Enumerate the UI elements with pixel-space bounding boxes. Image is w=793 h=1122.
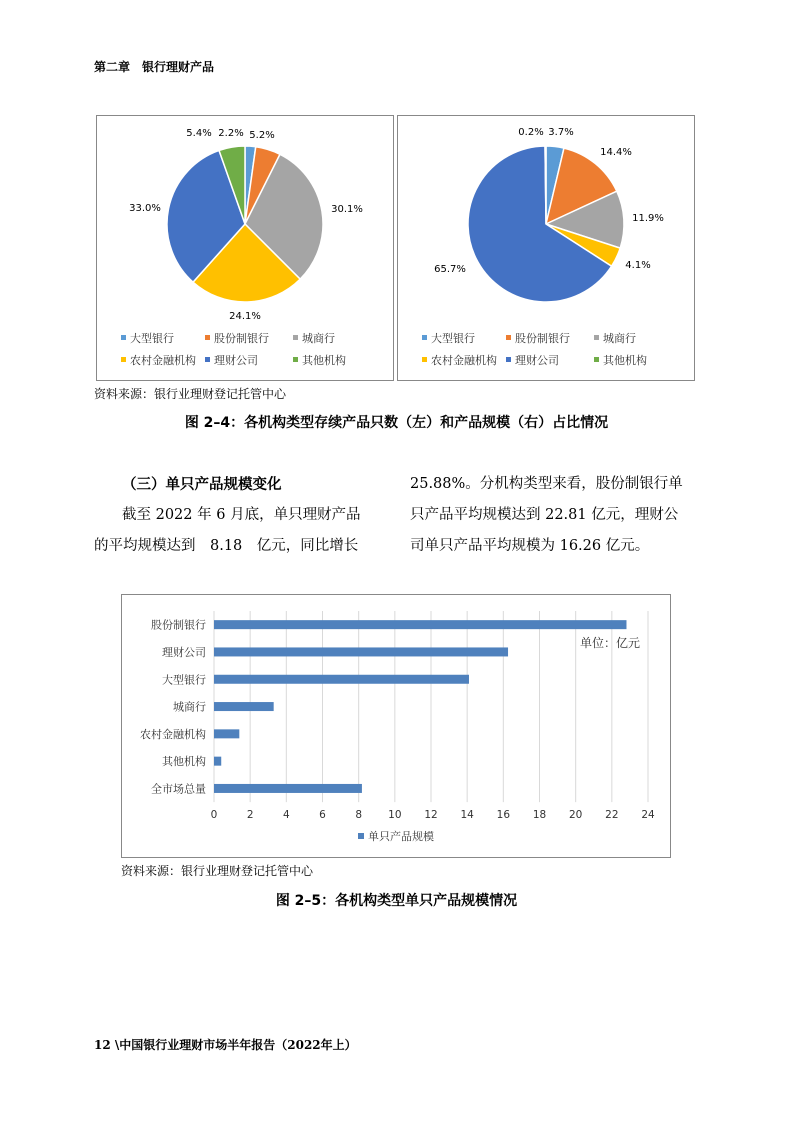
legend-swatch bbox=[422, 335, 427, 340]
page-footer: 12 \中国银行业理财市场半年报告（2022年上） bbox=[94, 1038, 357, 1052]
legend-swatch bbox=[422, 357, 427, 362]
pie-data-label: 3.7% bbox=[548, 127, 574, 138]
figure4-source: 资料来源：银行业理财登记托管中心 bbox=[94, 387, 287, 401]
chapter-header: 第二章 银行理财产品 bbox=[94, 60, 215, 74]
pie-chart-count-svg bbox=[97, 116, 393, 380]
legend-swatch bbox=[506, 357, 511, 362]
figure5-source: 资料来源：银行业理财登记托管中心 bbox=[121, 864, 314, 878]
figure5-caption: 图 2–5：各机构类型单只产品规模情况 bbox=[275, 893, 518, 909]
legend-entry: 其他机构 bbox=[603, 354, 647, 367]
legend-entry: 大型银行 bbox=[431, 332, 475, 345]
category-label: 城商行 bbox=[173, 700, 206, 714]
x-tick-label: 2 bbox=[246, 809, 254, 822]
bar bbox=[214, 675, 469, 684]
legend-entry: 农村金融机构 bbox=[130, 354, 196, 367]
x-tick-label: 0 bbox=[210, 809, 218, 822]
legend-swatch bbox=[594, 357, 599, 362]
legend-swatch bbox=[205, 357, 210, 362]
paragraph-line: 的平均规模达到 8.18 亿元，同比增长 bbox=[94, 538, 359, 554]
x-tick-label: 6 bbox=[319, 809, 326, 822]
text-column-right bbox=[410, 469, 710, 562]
category-label: 股份制银行 bbox=[151, 618, 206, 632]
pie-chart-count bbox=[96, 115, 394, 381]
pie-chart-scale bbox=[397, 115, 695, 381]
bar-chart bbox=[121, 594, 671, 858]
pie-data-label: 5.4% bbox=[186, 128, 212, 139]
category-label: 农村金融机构 bbox=[140, 727, 206, 741]
bar bbox=[214, 647, 508, 656]
legend-swatch bbox=[293, 357, 298, 362]
legend-swatch bbox=[358, 833, 364, 839]
pie-data-label: 14.4% bbox=[600, 147, 632, 158]
x-tick-label: 8 bbox=[355, 809, 363, 822]
section-title: （三）单只产品规模变化 bbox=[122, 476, 282, 493]
pie-data-label: 4.1% bbox=[625, 260, 651, 271]
legend-swatch bbox=[594, 335, 599, 340]
pie-data-label: 24.1% bbox=[229, 311, 261, 322]
unit-label: 单位：亿元 bbox=[580, 636, 641, 650]
pie-data-label: 5.2% bbox=[249, 130, 275, 141]
pie-chart-scale-svg bbox=[398, 116, 694, 380]
figure4-caption: 图 2–4：各机构类型存续产品只数（左）和产品规模（右）占比情况 bbox=[184, 415, 609, 431]
pie-data-label: 33.0% bbox=[129, 203, 161, 214]
legend-swatch bbox=[293, 335, 298, 340]
pie-slice bbox=[545, 146, 546, 224]
paragraph-line: 只产品平均规模达到 22.81 亿元，理财公 bbox=[410, 507, 679, 523]
pie-data-label: 11.9% bbox=[632, 213, 664, 224]
paragraph-line: 司单只产品平均规模为 16.26 亿元。 bbox=[410, 538, 650, 554]
legend-entry: 其他机构 bbox=[302, 354, 346, 367]
pie-data-label: 30.1% bbox=[331, 204, 363, 215]
bar bbox=[214, 757, 221, 766]
category-label: 其他机构 bbox=[162, 755, 206, 769]
pie-data-label: 0.2% bbox=[518, 127, 544, 138]
bar-chart-svg bbox=[122, 595, 670, 857]
legend-entry: 城商行 bbox=[603, 332, 636, 345]
pie-data-label: 2.2% bbox=[218, 128, 244, 139]
legend-swatch bbox=[121, 335, 126, 340]
category-label: 全市场总量 bbox=[151, 782, 206, 796]
x-tick-label: 4 bbox=[282, 809, 290, 822]
legend-entry: 理财公司 bbox=[214, 354, 258, 367]
x-tick-label: 24 bbox=[641, 809, 655, 822]
category-label: 大型银行 bbox=[162, 673, 206, 687]
legend-entry: 股份制银行 bbox=[214, 332, 269, 345]
pie-data-label: 65.7% bbox=[434, 264, 466, 275]
legend-entry: 大型银行 bbox=[130, 332, 174, 345]
category-label: 理财公司 bbox=[162, 645, 206, 659]
bar bbox=[214, 620, 626, 629]
x-tick-label: 10 bbox=[388, 809, 402, 822]
x-tick-label: 18 bbox=[532, 809, 547, 822]
bar bbox=[214, 702, 274, 711]
paragraph-line: 25.88%。分机构类型来看，股份制银行单 bbox=[410, 476, 683, 492]
legend-swatch bbox=[506, 335, 511, 340]
legend-entry: 股份制银行 bbox=[515, 332, 570, 345]
x-tick-label: 16 bbox=[496, 809, 511, 822]
x-tick-label: 12 bbox=[424, 809, 438, 822]
text-column-left bbox=[94, 469, 394, 562]
legend-entry: 单只产品规模 bbox=[368, 830, 434, 843]
bar bbox=[214, 784, 362, 793]
x-tick-label: 20 bbox=[568, 809, 583, 822]
x-tick-label: 14 bbox=[460, 809, 474, 822]
bar bbox=[214, 729, 239, 738]
legend-swatch bbox=[121, 357, 126, 362]
legend-swatch bbox=[205, 335, 210, 340]
paragraph-line: 截至 2022 年 6 月底，单只理财产品 bbox=[122, 507, 361, 523]
legend-entry: 城商行 bbox=[302, 332, 335, 345]
legend-entry: 农村金融机构 bbox=[431, 354, 497, 367]
legend-entry: 理财公司 bbox=[515, 354, 559, 367]
x-tick-label: 22 bbox=[605, 809, 619, 822]
